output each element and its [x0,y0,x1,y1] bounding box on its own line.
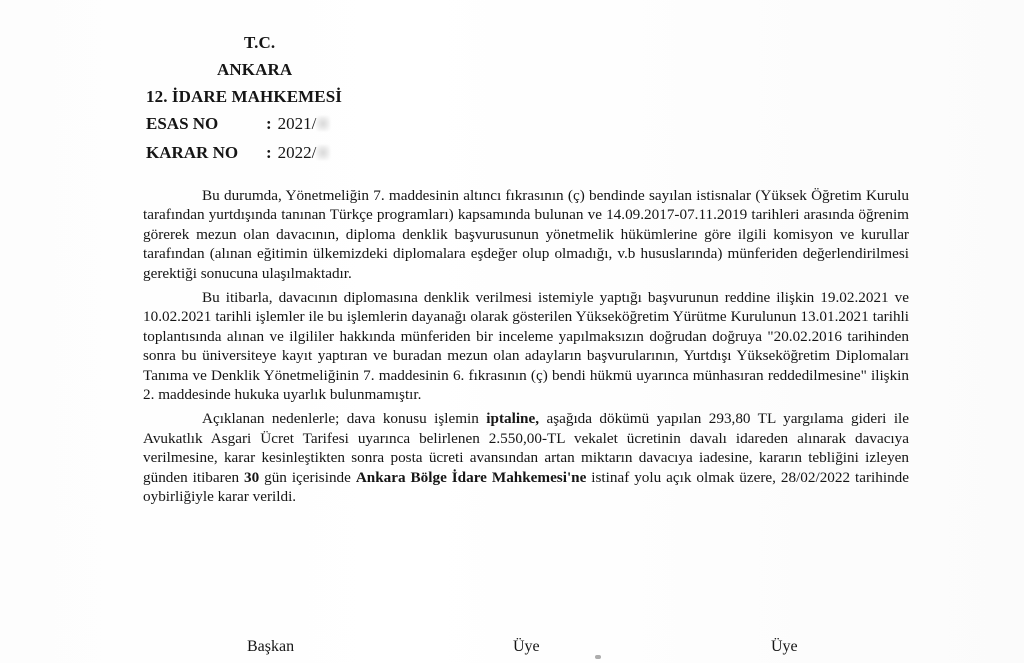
paragraph-2: Bu itibarla, davacının diplomasına denklik verilmesi istemiyle yaptığı başvurunun reddine ilişkin 19.02.2021 ve 10.02.2021 tarihli işlemler ile bu işlemlerin dayanağı olarak gösterilen Yükseköğretim Yürütme Kurulunun 13.01.2021 tarihli toplantısında alınan ve ilgililer hakkında münferiden bir inceleme yapılmaksızın doğrudan doğruya "20.02.2016 tarihinden sonra bu üniversiteye kayıt yaptıran ve buradan mezun olan adayların başvurularının, Yurtdışı Yükseköğretim Diplomaları Tanıma ve Denklik Yönetmeliğinin 7. maddesinin 6. fıkrasının (ç) bendi hükmü uyarınca münhasıran reddedilmesine" ilişkin 2. maddesinde hukuka uyarlık bulunmamıştır. [143,289,909,404]
header-city: ANKARA [217,60,293,79]
paragraph-3 [143,409,909,506]
paragraph-3-bold-days: 30 [243,468,260,486]
redaction-blur [316,116,330,131]
signature-member-2: Üye [771,638,798,655]
paragraph-3-bold-iptaline: iptaline, [486,410,540,428]
redaction-blur [316,145,330,160]
karar-no-colon: : [266,143,272,162]
paragraph-3-part-c: aşağıda dökümü yapılan 293,80 TL yargılama gideri ile Avukatlık Asgari Ücret Tarifesi uyarınca belirlenen 2.550,00-TL vekalet ücretinin davalı idareden alınarak davacıya verilmesine, karar kesinleştikten sonra posta ücreti avansından artan miktarın davacıya iadesine, kararın tebliğini izleyen günden itibaren [143,410,910,486]
header-tc: T.C. [244,33,276,52]
header-court-name: 12. İDARE MAHKEMESİ [146,87,342,106]
esas-no-row [146,114,330,134]
signature-member-1: Üye [513,638,540,655]
esas-no-label: ESAS NO [146,114,219,133]
esas-no-colon: : [266,114,272,133]
karar-no-label: KARAR NO [146,143,239,162]
esas-no-value: 2021/ [277,114,317,133]
paragraph-3-part-e: gün içerisinde [259,468,356,486]
paragraph-3-bold-court: Ankara Bölge İdare Mahkemesi'ne [355,468,587,486]
paragraph-3-part-g: istinaf yolu açık olmak üzere, 28/02/2022 tarihinde oybirliğiyle karar verildi. [143,468,909,506]
karar-no-value: 2022/ [277,143,317,162]
ink-mark [595,655,601,659]
paragraph-1: Bu durumda, Yönetmeliğin 7. maddesinin altıncı fıkrasının (ç) bendinde sayılan istisnalar (Yüksek Öğretim Kurulu tarafından yurtdışında tanınan Türkçe programları) kapsamında bulunan ve 14.09.2017-07.11.2019 tarihleri arasında öğrenim görerek mezun olan davacının, diploma denklik başvurusunun yönetmelik hükümlerine göre ilgili komisyon ve kurullar tarafından (alınan eğitimin ülkemizdeki diplomalara eşdeğer olup olmadığı, v.b hususlarında) münferiden değerlendirilmesi gerektiği sonucuna ulaşılmaktadır. [143,187,909,282]
signature-president: Başkan [247,638,295,655]
karar-no-row [146,143,330,163]
decision-body [143,186,909,512]
paragraph-3-part-a: Açıklanan nedenlerle; dava konusu işlemin [202,410,487,428]
